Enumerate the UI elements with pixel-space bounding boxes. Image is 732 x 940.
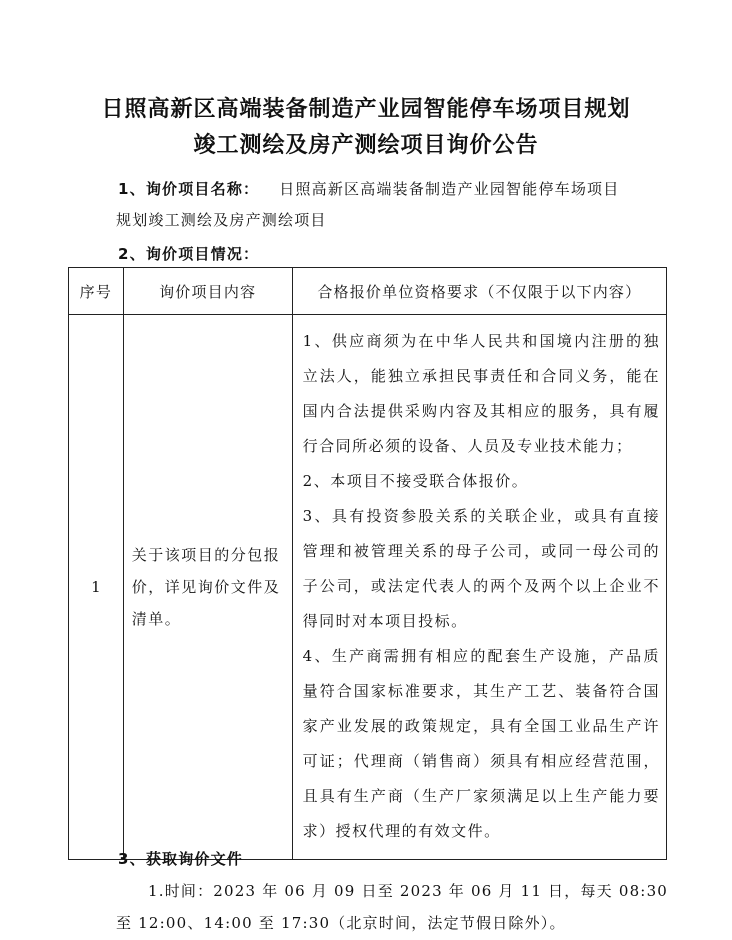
- section-1: [118, 178, 619, 199]
- time-line-1: 1.时间：2023 年 06 月 09 日至 2023 年 06 月 11 日，每天 08:30: [148, 882, 669, 900]
- requirement-item: 3、具有投资参股关系的关联企业，或具有直接管理和被管理关系的母子公司，或同一母公司的子公司，或法定代表人的两个及两个以上企业不得同时对本项目投标。: [302, 507, 660, 630]
- section-3-heading: 3、获取询价文件: [118, 850, 244, 868]
- row-index: 1: [69, 315, 124, 860]
- section-1-heading: 1、询价项目名称：: [118, 180, 260, 198]
- row-requirements-cell: [292, 315, 666, 860]
- table-header-row: [69, 268, 667, 315]
- row-content: 关于该项目的分包报价，详见询价文件及清单。: [131, 546, 281, 628]
- requirement-item: 1、供应商须为在中华人民共和国境内注册的独立法人，能独立承担民事责任和合同义务，能在国内合法提供采购内容及其相应的服务，具有履行合同所必须的设备、人员及专业技术能力；: [302, 332, 660, 455]
- row-content-cell: [123, 315, 292, 860]
- time-line-2: 至 12:00、14:00 至 17:30（北京时间，法定节假日除外）。: [116, 914, 566, 932]
- table-row: [69, 315, 667, 860]
- header-content: 询价项目内容: [123, 268, 292, 315]
- header-requirements: 合格报价单位资格要求（不仅限于以下内容）: [292, 268, 666, 315]
- project-name-line-1: 日照高新区高端装备制造产业园智能停车场项目: [279, 180, 620, 198]
- document-title-line-1: 日照高新区高端装备制造产业园智能停车场项目规划: [101, 97, 631, 122]
- requirement-item: 4、生产商需拥有相应的配套生产设施，产品质量符合国家标准要求，其生产工艺、装备符合国家产业发展的政策规定，具有全国工业品生产许可证；代理商（销售商）须具有相应经营范围，且具有生产商（生产厂家须满足以上生产能力要求）授权代理的有效文件。: [302, 647, 660, 840]
- project-name-line-2: 规划竣工测绘及房产测绘项目: [116, 211, 327, 229]
- header-index: 序号: [69, 268, 124, 315]
- inquiry-table: [68, 267, 667, 860]
- requirement-item: 2、本项目不接受联合体报价。: [302, 472, 529, 490]
- document-title-line-2: 竣工测绘及房产测绘项目询价公告: [193, 133, 539, 158]
- section-2-heading: 2、询价项目情况：: [118, 245, 260, 263]
